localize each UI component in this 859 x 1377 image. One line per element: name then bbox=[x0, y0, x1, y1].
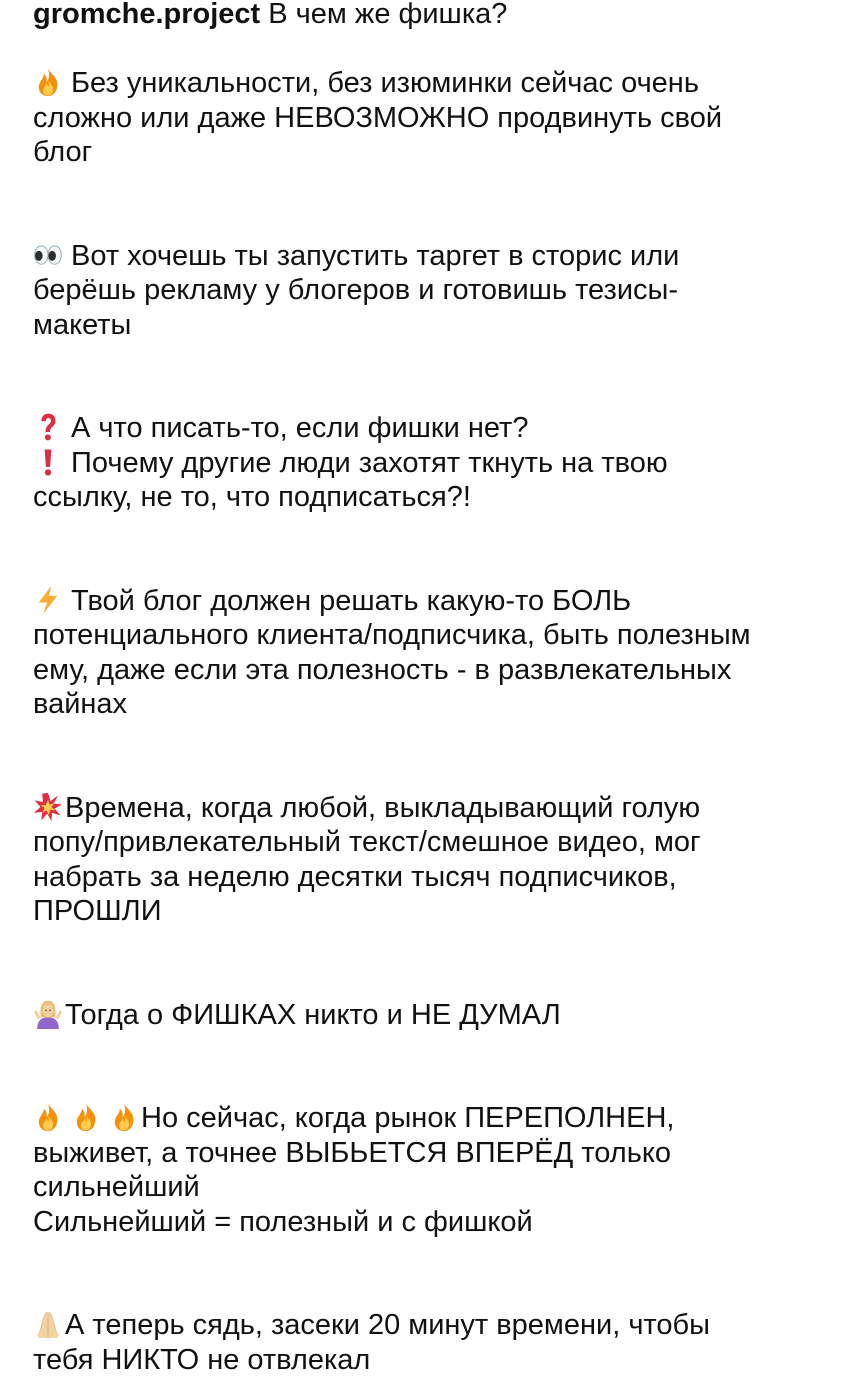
eyes-icon bbox=[33, 240, 63, 270]
high-voltage-icon bbox=[33, 585, 63, 615]
paragraph-line: Почему другие люди захотят ткнуть на твою bbox=[33, 446, 833, 481]
paragraph-line: ссылку, не то, что подписаться?! bbox=[33, 480, 833, 515]
post-title: В чем же фишка? bbox=[268, 0, 507, 30]
collision-icon bbox=[33, 792, 63, 822]
fire-icon bbox=[71, 1102, 101, 1132]
red-exclamation-mark-icon bbox=[33, 447, 63, 477]
fire-icon bbox=[33, 67, 63, 97]
paragraph-line: блог bbox=[33, 135, 833, 170]
paragraph-line: тебя НИКТО не отвлекал bbox=[33, 1343, 833, 1377]
paragraph-line: Без уникальности, без изюминки сейчас очень bbox=[33, 66, 833, 101]
paragraph-line: набрать за неделю десятки тысяч подписчиков, bbox=[33, 860, 833, 895]
paragraph-line: Тогда о ФИШКАХ никто и НЕ ДУМАЛ bbox=[33, 998, 833, 1033]
paragraph-line: выживет, а точнее ВЫБЬЕТСЯ ВПЕРЁД только bbox=[33, 1136, 833, 1171]
paragraph-line: А что писать-то, если фишки нет? bbox=[33, 411, 833, 446]
post-caption bbox=[33, 0, 833, 1377]
paragraph-line: ПРОШЛИ bbox=[33, 894, 833, 929]
person-shrugging-icon bbox=[33, 999, 63, 1029]
paragraph-line: Сильнейший = полезный и с фишкой bbox=[33, 1205, 833, 1240]
paragraph-line: А теперь сядь, засеки 20 минут времени, чтобы bbox=[33, 1308, 833, 1343]
paragraph-line: сильнейший bbox=[33, 1170, 833, 1205]
paragraph-line: вайнах bbox=[33, 687, 833, 722]
folded-hands-icon bbox=[33, 1309, 63, 1339]
paragraph-line: Но сейчас, когда рынок ПЕРЕПОЛНЕН, bbox=[33, 1101, 833, 1136]
fire-icon bbox=[33, 1102, 63, 1132]
paragraph-line: ему, даже если эта полезность - в развлекательных bbox=[33, 653, 833, 688]
paragraph-line: Вот хочешь ты запустить таргет в сторис или bbox=[33, 239, 833, 274]
fire-icon bbox=[109, 1102, 139, 1132]
paragraph-line: Времена, когда любой, выкладывающий голую bbox=[33, 791, 833, 826]
paragraph-line: макеты bbox=[33, 308, 833, 343]
paragraph-line: сложно или даже НЕВОЗМОЖНО продвинуть свой bbox=[33, 101, 833, 136]
paragraph-line: берёшь рекламу у блогеров и готовишь тезисы- bbox=[33, 273, 833, 308]
red-question-mark-icon bbox=[33, 412, 63, 442]
paragraph-line: попу/привлекательный текст/смешное видео, мог bbox=[33, 825, 833, 860]
username-link[interactable]: gromche.project bbox=[33, 0, 260, 30]
paragraph-line: потенциального клиента/подписчика, быть полезным bbox=[33, 618, 833, 653]
paragraph-line: Твой блог должен решать какую-то БОЛЬ bbox=[33, 584, 833, 619]
caption-header bbox=[33, 0, 833, 32]
